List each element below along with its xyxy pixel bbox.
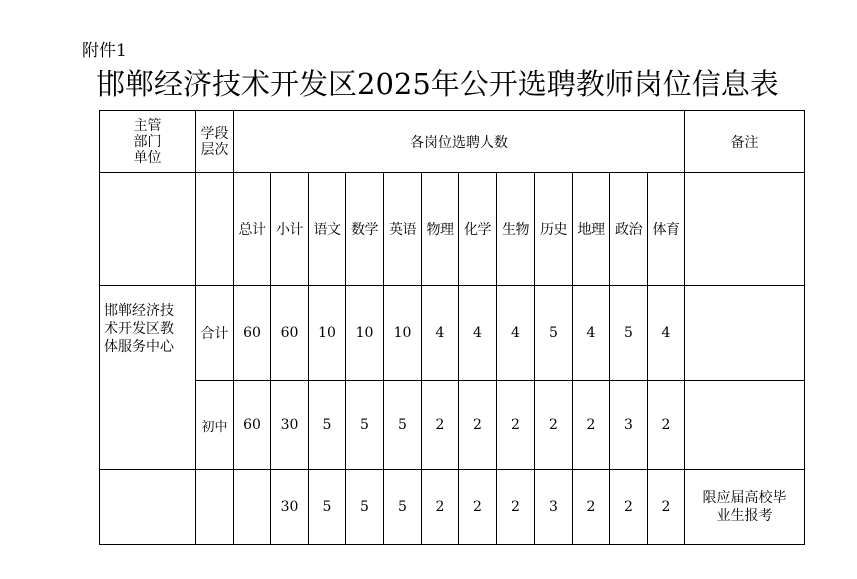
col-header-geography: 地理: [573, 173, 610, 286]
value-cell: [234, 470, 271, 545]
remark-line1: 限应届高校毕: [702, 490, 787, 506]
value-cell: 10: [384, 286, 422, 381]
remark-cell: [685, 381, 805, 470]
unit-line2: 术开发区教: [104, 321, 174, 337]
unit-line1: 邯郸经济技: [104, 303, 174, 319]
stage-header: [196, 111, 234, 173]
remark-cell: [685, 286, 805, 381]
value-cell: 2: [648, 381, 685, 470]
remarks-header: 备注: [685, 111, 805, 173]
col-header-history: 历史: [535, 173, 573, 286]
value-cell: 5: [384, 381, 422, 470]
col-header-math: 数学: [346, 173, 384, 286]
value-cell: 4: [422, 286, 459, 381]
col-header-biology: 生物: [497, 173, 535, 286]
dept-header-line2: 部门: [133, 133, 162, 150]
value-cell: 30: [271, 470, 309, 545]
header-row-top: [100, 111, 805, 173]
value-cell: 4: [573, 286, 610, 381]
document-title: 邯郸经济技术开发区2025年公开选聘教师岗位信息表: [96, 67, 779, 101]
stage-cell: 初中: [196, 381, 234, 470]
empty-cell: [100, 470, 196, 545]
col-header-politics: 政治: [610, 173, 648, 286]
remark-line2: 业生报考: [716, 508, 773, 524]
value-cell: 60: [234, 286, 271, 381]
value-cell: 2: [422, 470, 459, 545]
positions-table: [99, 110, 805, 545]
col-header-chinese: 语文: [309, 173, 346, 286]
value-cell: 30: [271, 381, 309, 470]
col-header-english: 英语: [384, 173, 422, 286]
value-cell: 10: [309, 286, 346, 381]
value-cell: 2: [422, 381, 459, 470]
col-header-physics: 物理: [422, 173, 459, 286]
unit-line3: 体服务中心: [104, 339, 174, 355]
positions-header: 各岗位选聘人数: [234, 111, 685, 173]
value-cell: 2: [610, 470, 648, 545]
empty-cell: [100, 173, 196, 286]
header-row-subjects: [100, 173, 805, 286]
value-cell: 3: [610, 381, 648, 470]
value-cell: 5: [384, 470, 422, 545]
value-cell: 2: [459, 470, 497, 545]
remark-cell: [685, 470, 805, 545]
value-cell: 60: [271, 286, 309, 381]
table-row: [100, 470, 805, 545]
value-cell: 5: [309, 381, 346, 470]
stage-header-line1: 学段: [200, 125, 229, 142]
value-cell: 5: [610, 286, 648, 381]
value-cell: 60: [234, 381, 271, 470]
value-cell: 2: [535, 381, 573, 470]
value-cell: 2: [459, 381, 497, 470]
table-row: [100, 286, 805, 381]
col-header-subtotal: 小计: [271, 173, 309, 286]
value-cell: 5: [346, 381, 384, 470]
stage-cell: [196, 470, 234, 545]
stage-cell: 合计: [196, 286, 234, 381]
unit-cell: [100, 286, 196, 470]
col-header-pe: 体育: [648, 173, 685, 286]
dept-header: [100, 111, 196, 173]
value-cell: 2: [648, 470, 685, 545]
empty-cell: [685, 173, 805, 286]
value-cell: 5: [535, 286, 573, 381]
value-cell: 2: [497, 381, 535, 470]
value-cell: 10: [346, 286, 384, 381]
value-cell: 4: [648, 286, 685, 381]
annex-label: 附件1: [82, 41, 127, 61]
col-header-chemistry: 化学: [459, 173, 497, 286]
empty-cell: [196, 173, 234, 286]
dept-header-line3: 单位: [133, 149, 162, 166]
value-cell: 5: [309, 470, 346, 545]
col-header-total: 总计: [234, 173, 271, 286]
value-cell: 4: [497, 286, 535, 381]
value-cell: 3: [535, 470, 573, 545]
value-cell: 4: [459, 286, 497, 381]
stage-header-line2: 层次: [200, 141, 229, 158]
value-cell: 2: [573, 470, 610, 545]
value-cell: 2: [573, 381, 610, 470]
value-cell: 5: [346, 470, 384, 545]
value-cell: 2: [497, 470, 535, 545]
table-row: [100, 381, 805, 470]
dept-header-line1: 主管: [133, 117, 162, 134]
